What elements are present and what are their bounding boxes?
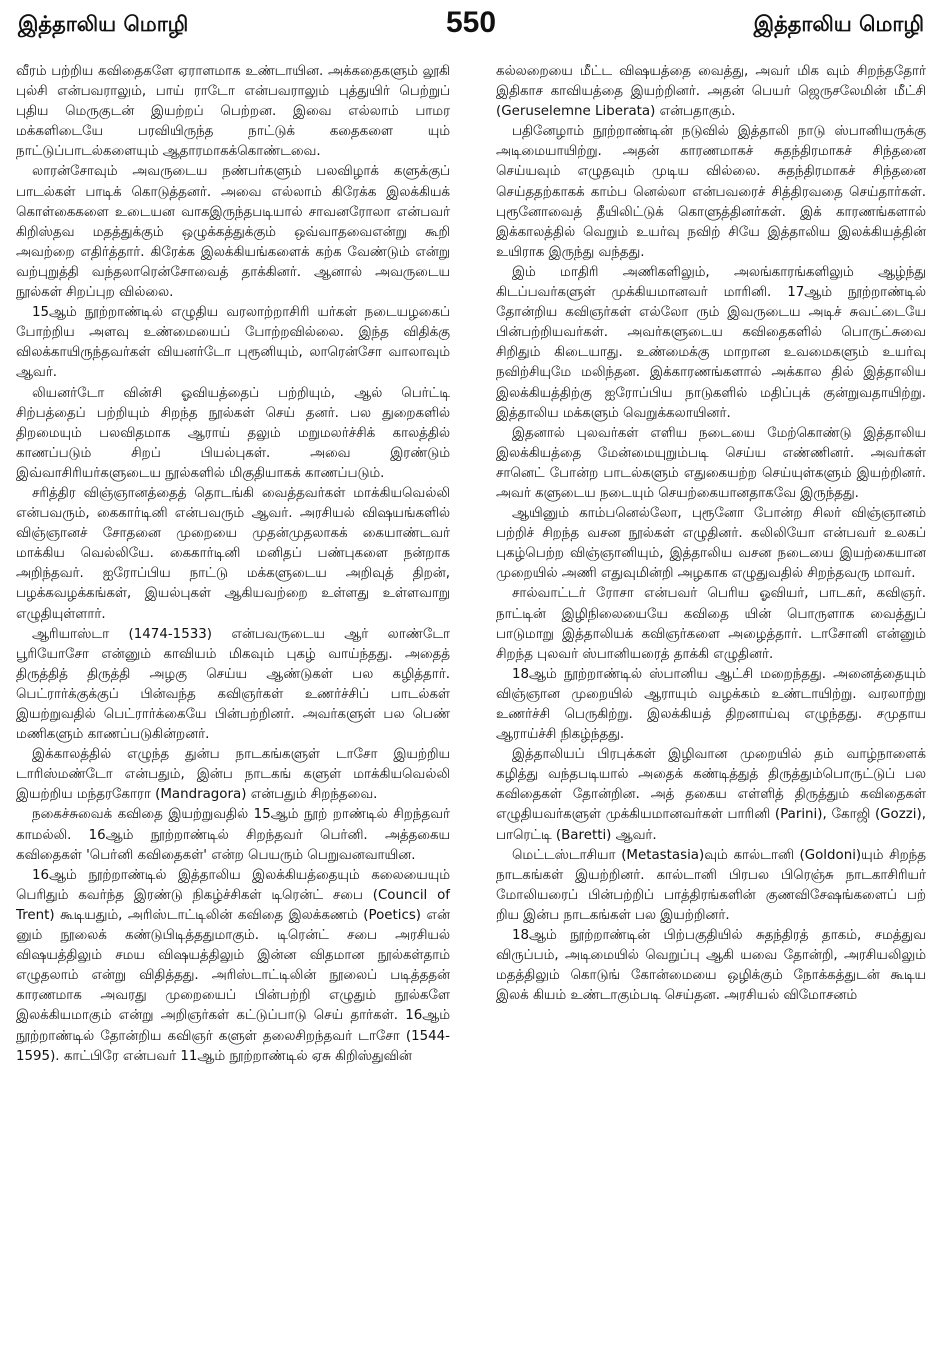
right-column	[496, 62, 926, 1006]
paragraph: மெட்டஸ்டாசியா (Metastasia)வும் கால்டானி (Goldoni)யும் சிறந்த நாடகங்கள் இயற்றினர். கால்டானி பிரபல பிரெஞ்சு நாடகாசிரியர் மோலியரைப் பின்பற்றிப் பாத்திரங்களின் குணவிசேஷங்களைப் பற் றிய இன்ப நாடகங்கள் பல இயற்றினர்.	[496, 847, 926, 923]
paragraph: பதினேழாம் நூற்றாண்டின் நடுவில் இத்தாலி நாடு ஸ்பானியருக்கு அடிமையாயிற்று. அதன் காரணமாகச் சுதந்திரமாகச் சிந்தனை செய்யவும் எழுதவும் முடிய வில்லை. சுதந்திரமாகச் சிந்தனை செய்ததற்காகக் காம்ப னெல்லா என்பவரைச் சித்திரவதை செய்தார்கள். புரூனோவைத் தீயிலிட்டுக் கொளுத்தினர்கள். இக் காரணங்களால் இக்காலத்தில் வெறும் உயர்வு நவிற் சியே இத்தாலிய இலக்கியத்தின் உயிராக இருந்து வந்தது.	[496, 124, 926, 260]
page-number: 550	[445, 6, 497, 39]
page-header	[16, 6, 926, 58]
paragraph: இம் மாதிரி அணிகளிலும், அலங்காரங்களிலும் ஆழ்ந்து கிடப்பவர்களுள் முக்கியமானவர் மாரினி. 17ஆம் நூற்றாண்டில் தோன்றிய கவிஞர்கள் எல்லோ ரும் இவருடைய அடிச் சுவட்டையே பின்பற்றியவர்கள். அவர்களுடைய கவிதைகளில் பொருட்சுவை சிறிதும் கிடையாது. உண்மைக்கு மாறான உவமைகளும் உயர்வு நவிற்சியுமே மலிந்தன. இக்காரணங்களால் அக்கால தில் இத்தாலிய இலக்கியத்திற்கு ஐரோப்பிய நாடுகளில் மதிப்புக் குன்றுவதாயிற்று. இத்தாலிய மக்களும் வெறுக்கலாயினர்.	[496, 264, 926, 421]
paragraph: லாரன்சோவும் அவருடைய நண்பர்களும் பலவிழாக் களுக்குப் பாடல்கள் பாடிக் கொடுத்தனர். அவை எல்லாம் கிரேக்க இலக்கியக் கொள்கைகளை உடையன வாகஇருந்தபடியால் சாவனரோலா என்பவர் கிறிஸ்தவ மதத்துக்கும் ஒழுக்கத்துக்கும் ஒவ்வாதவைஎன்று கூறி அவற்றை எதிர்த்தார். கிரேக்க இலக்கியங்களைக் கற்க வேண்டும் என்று வற்புறுத்தி வந்தலாரென்சோவைத் தாக்கினர். ஆனால் அவருடைய நூல்கள் சிறப்புற வில்லை.	[16, 164, 450, 301]
paragraph: 15ஆம் நூற்றாண்டில் எழுதிய வரலாற்றாசிரி யர்கள் நடையழகைப் போற்றிய அளவு உண்மையைப் போற்றவில்லை. இந்த விதிக்கு விலக்காயிருந்தவர்கள் வியனர்டோ புரூனியும், லாரென்சோ வாலாவும் ஆவர்.	[16, 305, 450, 381]
paragraph: நகைச்சுவைக் கவிதை இயற்றுவதில் 15ஆம் நூற் றாண்டில் சிறந்தவர் காமல்லி. 16ஆம் நூற்றாண்டில் சிறந்தவர் பெர்னி. அத்தகைய கவிதைகள் 'பெர்னி கவிதைகள்' என்ற பெயரும் பெறுவனவாயின.	[16, 807, 450, 863]
paragraph: வீரம் பற்றிய கவிதைகளே ஏராளமாக உண்டாயின. அக்கதைகளும் லூகி புல்சி என்பவராலும், பாய் ராடோ என்பவராலும் புத்துயிர் பெற்றுப் புதிய மெருகுடன் இயற்றப் பெற்றன. இவை எல்லாம் பாமர மக்களிடையே பரவியிருந்த நாட்டுக் கதைகளை யும் நாட்டுப்பாடல்களையும் ஆதாரமாகக்கொண்டவை.	[16, 64, 450, 160]
running-title-right: இத்தாலிய மொழி	[753, 12, 924, 36]
paragraph: ஆரியாஸ்டா (1474-1533) என்பவருடைய ஆர் லாண்டோ பூரியோசோ என்னும் காவியம் மிகவும் புகழ் வாய்ந்தது. அதைத் திருத்தித் திருத்தி அழகு செய்ய ஆண்டுகள் பல கழித்தார். பெட்ரார்க்குக்குப் பின்வந்த கவிஞர்கள் உணர்ச்சிப் பாடல்கள் இயற்றுவதில் பெட்ரார்க்கையே பின்பற்றினர். அவர்களுள் பல பெண் மணிகளும் காணப்படுகின்றனர்.	[16, 626, 450, 743]
paragraph: சால்வாட்டர் ரோசா என்பவர் பெரிய ஓவியர், பாடகர், கவிஞர். நாட்டின் இழிநிலையையே கவிதை யின் பொருளாக வைத்துப் பாடுமாறு இத்தாலியக் கவிஞர்களை அழைத்தார். டாசோனி என்னும் சிறந்த புலவர் ஸ்பானியரைத் தாக்கி எழுதினர்.	[496, 586, 926, 662]
paragraph: லியனர்டோ வின்சி ஓவியத்தைப் பற்றியும், ஆல் பெர்ட்டி சிற்பத்தைப் பற்றியும் சிறந்த நூல்கள் செய் தனர். பல துறைகளில் திறமையும் பலவிதமாக ஆராய் தலும் மறுமலர்ச்சிக் காலத்தில் காணப்படும் சிறப் பியல்புகள். அவை இரண்டும் இவ்வாசிரியர்களுடைய நூல்களில் மிகுதியாகக் காணப்படும்.	[16, 385, 450, 481]
paragraph: 16ஆம் நூற்றாண்டில் இத்தாலிய இலக்கியத்தையும் கலையையும் பெரிதும் கவர்ந்த இரண்டு நிகழ்ச்சிகள் டிரென்ட் சபை (Council of Trent) கூடியதும், அரிஸ்டாட்டிலின் கவிதை இலக்கணம் (Poetics) என் னும் நூலைக் கண்டுபிடித்ததுமாகும். டிரென்ட் சபை அரசியல் விஷயத்திலும் சமய விஷயத்திலும் இன்ன விதமான நூல்கள்தாம் எழுதலாம் என்று விதித்தது. அரிஸ்டாட்டிலின் நூலைப் படித்ததன் காரணமாக அவரது முறையைப் பின்பற்றி எழுதும் நூல்களே இலக்கியமாகும் என்று அறிஞர்கள் கட்டுப்பாடு செய் தார்கள். 16ஆம் நூற்றாண்டில் தோன்றிய கவிஞர் களுள் தலைசிறந்தவர் டாசோ (1544-1595). காட்பிரே என்பவர் 11ஆம் நூற்றாண்டில் ஏசு கிறிஸ்துவின்	[16, 867, 450, 1064]
paragraph: 18ஆம் நூற்றாண்டில் ஸ்பானிய ஆட்சி மறைந்தது. அனைத்தையும் விஞ்ஞான முறையில் ஆராயும் வழக்கம் உண்டாயிற்று. வரலாற்று உணர்ச்சி பெருகிற்று. இலக்கியத் திறனாய்வு எழுந்தது. சமுதாய ஆராய்ச்சி நிகழ்ந்தது.	[496, 666, 926, 743]
paragraph: இக்காலத்தில் எழுந்த துன்ப நாடகங்களுள் டாசோ இயற்றிய டாரிஸ்மண்டோ என்பதும், இன்ப நாடகங் களுள் மாக்கியவெல்லி இயற்றிய மந்தரகோரா (Mandragora) என்பதும் சிறந்தவை.	[16, 747, 450, 803]
paragraph: ஆயினும் காம்பனெல்லோ, புரூனோ போன்ற சிலர் விஞ்ஞானம் பற்றிச் சிறந்த வசன நூல்கள் எழுதினர். கலிலியோ என்பவர் உலகப் புகழ்பெற்ற விஞ்ஞானியும், இத்தாலிய வசன நடையை இயற்கையான முறையில் அணி எதுவுமின்றி அழகாக எழுதுவதில் சிறந்தவரு மாவர்.	[496, 506, 926, 582]
running-title-left: இத்தாலிய மொழி	[18, 12, 189, 36]
paragraph: இதனால் புலவர்கள் எளிய நடையை மேற்கொண்டு இத்தாலிய இலக்கியத்தை மேன்மையுறும்படி செய்ய எண்ணினர். அவர்கள் சானெட் போன்ற பாடல்களும் எதுகையற்ற செய்யுள்களும் இயற்றினர். அவர் களுடைய நடையும் செயற்கையானதாகவே இருந்தது.	[496, 425, 926, 501]
paragraph: கல்லறையை மீட்ட விஷயத்தை வைத்து, அவர் மிக வும் சிறந்ததோர் இதிகாச காவியத்தை இயற்றினர். அதன் பெயர் ஜெருசலேமின் மீட்சி (Geruselemne Liberata) என்பதாகும்.	[496, 64, 926, 120]
paragraph: 18ஆம் நூற்றாண்டின் பிற்பகுதியில் சுதந்திரத் தாகம், சமத்துவ விருப்பம், அடிமையில் வெறுப்பு ஆகி யவை தோன்றி, அரசியலிலும் மதத்திலும் கொடுங் கோன்மையை ஒழிக்கும் நோக்கத்துடன் கூடிய இலக் கியம் உண்டாகும்படி செய்தன. அரசியல் விமோசனம்	[496, 928, 926, 1004]
paragraph: இத்தாலியப் பிரபுக்கள் இழிவான முறையில் தம் வாழ்நாளைக் கழித்து வந்தபடியால் அதைக் கண்டித்துத் திருத்தும்பொருட்டுப் பல கவிதைகள் தோன்றின. அத் தகைய எள்ளித் திருத்தும் கவிதைகள் எழுதியவர்களுள் முக்கியமானவர்கள் பாரினி (Parini), கோஜி (Gozzi), பாரெட்டி (Baretti) ஆவர்.	[496, 747, 926, 843]
left-column	[16, 62, 450, 1067]
paragraph: சரித்திர விஞ்ஞானத்தைத் தொடங்கி வைத்தவர்கள் மாக்கியவெல்லி என்பவரும், கைகார்டினி என்பவரும் ஆவர். அரசியல் விஷயங்களில் விஞ்ஞானச் சோதனை முறையை முதன்முதலாகக் கையாண்டவர் மாக்கிய வெல்லியே. கைகார்டினி மனிதப் பண்புகளை நன்றாக அறிந்தவர். ஐரோப்பிய நாட்டு மக்களுடைய அறிவுத் திறன், பழக்கவழக்கங்கள், இயல்புகள் ஆகியவற்றை உள்ளது உள்ளவாறு எழுதியுள்ளார்.	[16, 485, 450, 622]
